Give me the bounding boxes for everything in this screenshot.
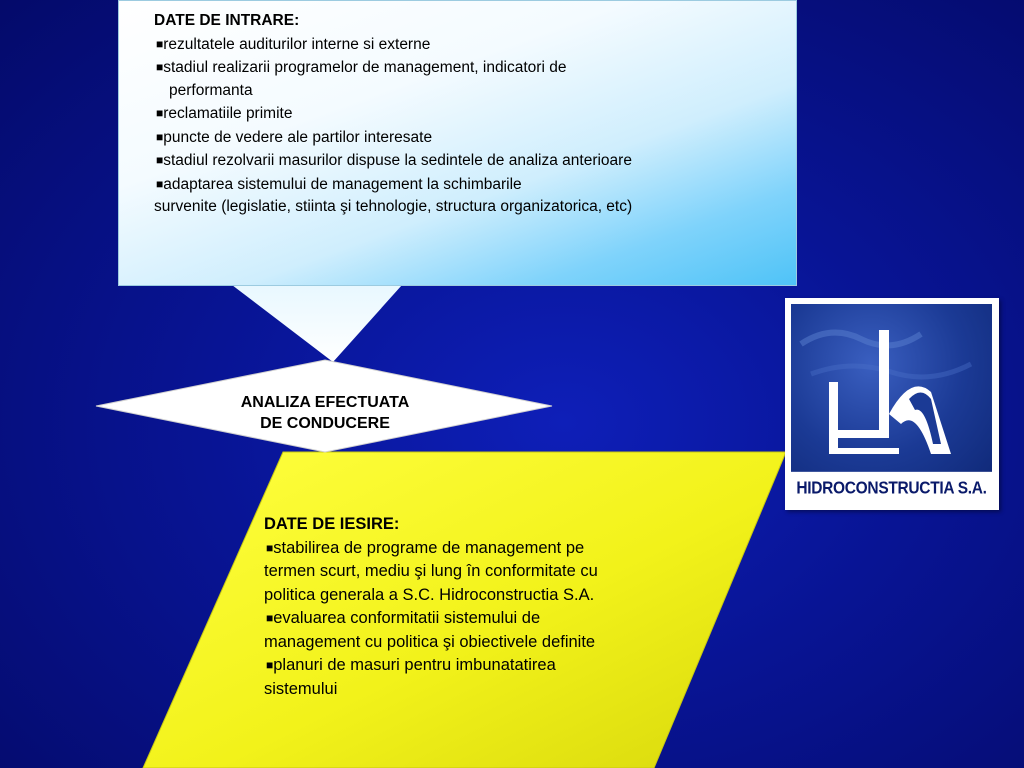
dam-icon	[791, 304, 992, 474]
input-item: ■reclamatiile primite	[156, 105, 293, 122]
down-arrow	[232, 285, 402, 362]
bullet-icon: ■	[266, 611, 274, 625]
bullet-icon: ■	[156, 36, 164, 51]
input-box	[118, 0, 797, 286]
output-line: management cu politica şi obiectivele definite	[264, 632, 596, 651]
input-item-continuation: performanta	[169, 81, 253, 99]
input-item-continuation: survenite (legislatie, stiinta şi tehnologie, structura organizatorica, etc)	[154, 198, 633, 215]
bullet-icon: ■	[156, 176, 164, 191]
logo-text: HIDROCONSTRUCTIA S.A.	[791, 472, 992, 503]
output-text	[264, 513, 684, 701]
input-text	[154, 10, 784, 219]
output-line: politica generala a S.C. Hidroconstructia S.A.	[264, 585, 595, 604]
input-title: DATE DE INTRARE:	[154, 12, 300, 29]
bullet-icon: ■	[266, 658, 274, 672]
output-item: ■planuri de masuri pentru imbunatatirea	[266, 656, 556, 674]
output-line: sistemului	[264, 679, 338, 698]
input-item: ■rezultatele auditurilor interne si externe	[156, 35, 431, 53]
logo-emblem	[791, 304, 992, 503]
input-item: ■puncte de vedere ale partilor interesate	[156, 128, 433, 146]
company-logo	[785, 298, 999, 510]
input-item: ■stadiul realizarii programelor de management, indicatori de	[156, 59, 567, 76]
bullet-icon: ■	[156, 106, 164, 120]
diamond-label: ANALIZA EFECTUATA DE CONDUCERE	[240, 394, 410, 432]
output-line: termen scurt, mediu şi lung în conformitate cu	[264, 562, 598, 580]
output-item: ■stabilirea de programe de management pe	[266, 538, 585, 557]
bullet-icon: ■	[156, 60, 164, 74]
bullet-icon: ■	[266, 540, 274, 555]
input-item: ■adaptarea sistemului de management la schimbarile	[156, 175, 522, 193]
input-item: ■stadiul rezolvarii masurilor dispuse la sedintele de analiza anterioare	[156, 152, 632, 169]
bullet-icon: ■	[156, 129, 164, 144]
output-item: ■evaluarea conformitatii sistemului de	[266, 609, 541, 627]
bullet-icon: ■	[156, 153, 164, 167]
output-title: DATE DE IESIRE:	[264, 515, 400, 533]
